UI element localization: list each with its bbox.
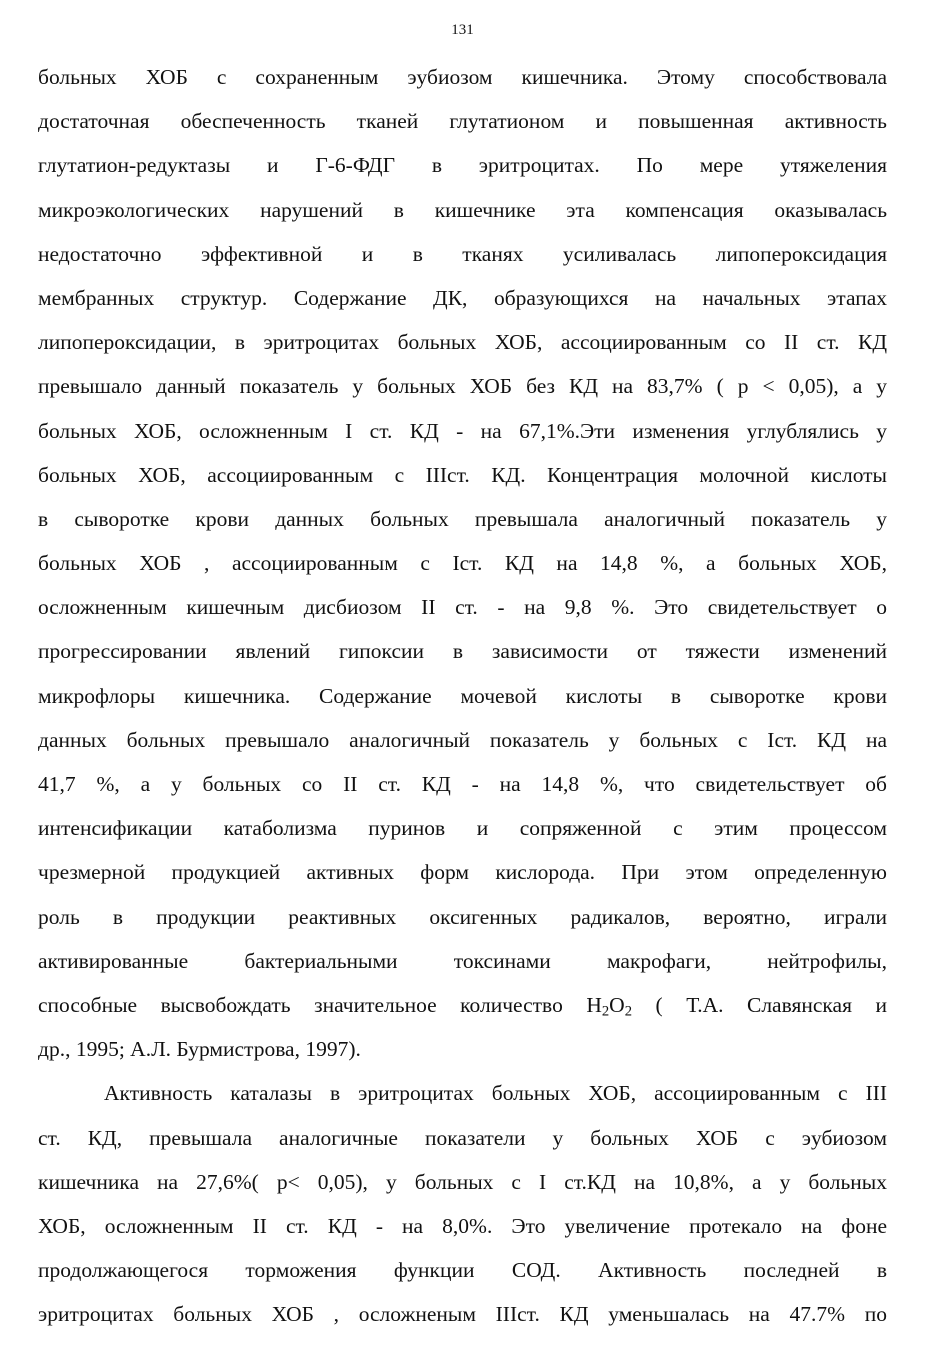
- text-line: прогрессировании явлений гипоксии в зависимости от тяжести изменений: [38, 639, 887, 664]
- text-line: глутатион-редуктазы и Г-6-ФДГ в эритроцитах. По мере утяжеления: [38, 153, 887, 178]
- text-line: недостаточно эффективной и в тканях усиливалась липопероксидация: [38, 241, 887, 266]
- text-line: др., 1995; А.Л. Бурмистрова, 1997).: [38, 1037, 361, 1062]
- text-line: микрофлоры кишечника. Содержание мочевой кислоты в сыворотке крови: [38, 683, 887, 708]
- text-line: микроэкологических нарушений в кишечнике эта компенсация оказывалась: [38, 197, 887, 222]
- formula-text-after: ( Т.А. Славянская и: [632, 992, 887, 1017]
- text-line: ХОБ, осложненным II ст. КД - на 8,0%. Это увеличение протекало на фоне: [38, 1213, 887, 1238]
- text-line: больных ХОБ , ассоциированным с Iст. КД на 14,8 %, а больных ХОБ,: [38, 551, 887, 576]
- text-line: продолжающегося торможения функции СОД. Активность последней в: [38, 1258, 887, 1283]
- text-line: активированные бактериальными токсинами макрофаги, нейтрофилы,: [38, 948, 887, 973]
- text-line: 41,7 %, а у больных со II ст. КД - на 14,8 %, что свидетельствует об: [38, 772, 887, 796]
- text-line: достаточная обеспеченность тканей глутатионом и повышенная активность: [38, 109, 887, 134]
- text-line: осложненным кишечным дисбиозом II ст. - на 9,8 %. Это свидетельствует о: [38, 595, 887, 620]
- text-line: превышало данный показатель у больных ХОБ без КД на 83,7% ( р < 0,05), а у: [38, 374, 887, 399]
- text-line: больных ХОБ, осложненным I ст. КД - на 67,1%.Эти изменения углублялись у: [38, 418, 887, 443]
- body-text: [38, 55, 887, 1336]
- paragraph-2: [38, 1071, 887, 1336]
- text-line: эритроцитах больных ХОБ , осложненым IIIст. КД уменьшалась на 47.7% по: [38, 1302, 887, 1327]
- text-line: больных ХОБ, ассоциированным с IIIст. КД. Концентрация молочной кислоты: [38, 462, 887, 487]
- text-line: чрезмерной продукцией активных форм кислорода. При этом определенную: [38, 860, 887, 885]
- text-line: ст. КД, превышала аналогичные показатели у больных ХОБ с эубиозом: [38, 1125, 887, 1150]
- text-line: роль в продукции реактивных оксигенных радикалов, вероятно, играли: [38, 904, 887, 929]
- paragraph-1: [38, 55, 887, 1071]
- formula-text-before: способные высвобождать значительное количество Н: [38, 992, 602, 1017]
- text-line: больных ХОБ с сохраненным эубиозом кишечника. Этому способствовала: [38, 65, 887, 89]
- text-line: мембранных структур. Содержание ДК, образующихся на начальных этапах: [38, 285, 887, 310]
- text-line: в сыворотке крови данных больных превышала аналогичный показатель у: [38, 506, 887, 531]
- text-line: Активность каталазы в эритроцитах больных ХОБ, ассоциированным с III: [104, 1081, 887, 1106]
- formula-text-mid: О: [609, 992, 625, 1017]
- subscript: 2: [624, 1003, 633, 1020]
- text-line: кишечника на 27,6%( р< 0,05), у больных с I ст.КД на 10,8%, а у больных: [38, 1169, 887, 1194]
- text-line: липопероксидации, в эритроцитах больных ХОБ, ассоциированным со II ст. КД: [38, 330, 887, 355]
- text-line: данных больных превышало аналогичный показатель у больных с Iст. КД на: [38, 727, 887, 752]
- subscript: 2: [601, 1003, 610, 1020]
- formula-line: [38, 983, 887, 1027]
- text-line: интенсификации катаболизма пуринов и сопряженной с этим процессом: [38, 816, 887, 841]
- page-number: 131: [451, 22, 474, 38]
